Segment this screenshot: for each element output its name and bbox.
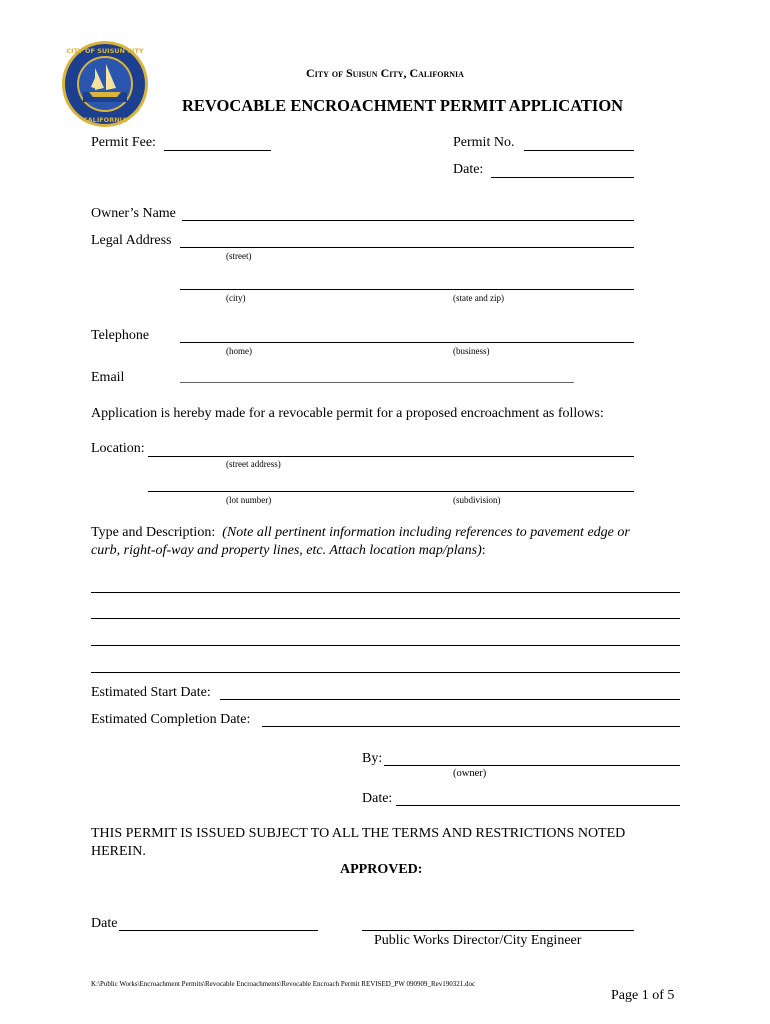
owner-date-field[interactable] — [396, 805, 680, 806]
approved-label: APPROVED: — [340, 862, 423, 877]
owners-name-label: Owner’s Name — [91, 206, 176, 221]
date-field[interactable] — [491, 177, 634, 178]
est-start-label: Estimated Start Date: — [91, 685, 211, 700]
type-note-end: : — [481, 543, 486, 558]
footer-file-path: K:\Public Works\Encroachment Permits\Revocable Encroachments\Revocable Encroach Permit REVISED_PW 090909_Rev190321.doc — [91, 980, 476, 988]
permit-fee-label: Permit Fee: — [91, 135, 156, 150]
terms-line-1: THIS PERMIT IS ISSUED SUBJECT TO ALL THE TERMS AND RESTRICTIONS NOTED — [91, 826, 626, 841]
svg-text:CALIFORNIA: CALIFORNIA — [82, 116, 128, 124]
owners-name-field[interactable] — [182, 220, 634, 221]
description-line-3[interactable] — [91, 645, 680, 646]
terms-line-2: HEREIN. — [91, 844, 146, 859]
svg-text:CITY OF SUISUN CITY: CITY OF SUISUN CITY — [66, 47, 144, 55]
type-description-label — [91, 525, 630, 541]
location-lot-field[interactable] — [148, 491, 634, 492]
type-note-line1: (Note all pertinent information including references to pavement edge or — [222, 525, 630, 540]
email-field[interactable]: _______________________________________________________________ — [180, 370, 574, 384]
legal-address-label: Legal Address — [91, 233, 172, 248]
signature-field[interactable] — [362, 930, 634, 931]
permit-no-field[interactable] — [524, 150, 634, 151]
street-address-caption: (street address) — [226, 459, 281, 469]
lot-number-caption: (lot number) — [226, 495, 272, 505]
business-caption: (business) — [453, 346, 490, 356]
type-note-line2: curb, right-of-way and property lines, etc. Attach location map/plans) — [91, 543, 482, 558]
signer-title: Public Works Director/City Engineer — [374, 933, 582, 948]
est-start-field[interactable] — [220, 699, 680, 700]
email-label: Email — [91, 370, 125, 385]
city-state-field[interactable] — [180, 289, 634, 290]
owner-date-label: Date: — [362, 791, 393, 806]
type-description-line2 — [91, 543, 486, 559]
est-completion-field[interactable] — [262, 726, 680, 727]
city-seal-logo — [61, 40, 149, 128]
est-completion-label: Estimated Completion Date: — [91, 712, 251, 727]
telephone-field[interactable] — [180, 342, 634, 343]
type-label: Type and Description: — [91, 525, 216, 540]
permit-no-label: Permit No. — [453, 135, 515, 150]
by-field[interactable] — [384, 765, 680, 766]
subdivision-caption: (subdivision) — [453, 495, 501, 505]
street-caption: (street) — [226, 251, 252, 261]
location-street-field[interactable] — [148, 456, 634, 457]
city-caption: (city) — [226, 293, 246, 303]
approval-date-label: Date — [91, 916, 118, 931]
state-zip-caption: (state and zip) — [453, 293, 504, 303]
home-caption: (home) — [226, 346, 252, 356]
page-number: Page 1 of 5 — [611, 988, 675, 1003]
approval-date-field[interactable] — [119, 930, 318, 931]
by-label: By: — [362, 751, 383, 766]
permit-fee-field[interactable] — [164, 150, 271, 151]
owner-caption: (owner) — [453, 768, 487, 779]
date-label: Date: — [453, 162, 484, 177]
description-line-2[interactable] — [91, 618, 680, 619]
page-title: REVOCABLE ENCROACHMENT PERMIT APPLICATION — [182, 96, 624, 115]
location-label: Location: — [91, 441, 145, 456]
description-line-1[interactable] — [91, 592, 680, 593]
city-heading: City of Suisun City, California — [306, 66, 464, 80]
description-line-4[interactable] — [91, 672, 680, 673]
application-statement: Application is hereby made for a revocable permit for a proposed encroachment as follows: — [91, 406, 604, 421]
telephone-label: Telephone — [91, 328, 150, 343]
street-field[interactable] — [180, 247, 634, 248]
